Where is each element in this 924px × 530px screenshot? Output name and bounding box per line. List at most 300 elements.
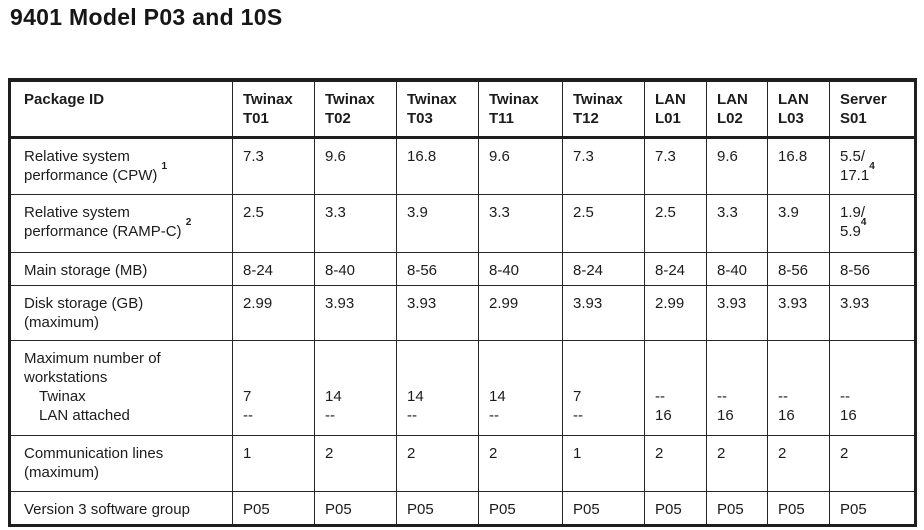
table-header: [10, 80, 916, 137]
value-cell: [830, 252, 916, 285]
text-line: [489, 368, 557, 387]
cell-text: 3.93: [573, 294, 603, 312]
value-cell: [233, 137, 315, 194]
value-cell: [315, 194, 397, 252]
text-line: [778, 203, 824, 222]
text-line: [717, 294, 762, 313]
column-header-t12: [563, 80, 645, 137]
cell-text: P05: [717, 500, 744, 518]
text-line: [840, 349, 909, 368]
cell-text: Disk storage (GB): [24, 294, 144, 312]
text-line: [573, 261, 639, 280]
value-cell: [768, 435, 830, 491]
text-line: [24, 147, 227, 166]
text-line: [325, 203, 391, 222]
text-line: [407, 294, 473, 313]
text-line: [325, 406, 391, 425]
cell-text: 17.1: [840, 166, 870, 184]
cell-text: 9.6: [325, 147, 346, 165]
cell-text: performance (RAMP-C): [24, 222, 186, 240]
row-label-communication-lines: [10, 435, 233, 491]
cell-text: 2.5: [573, 203, 594, 221]
cell-text: 2.99: [489, 294, 519, 312]
text-line: [573, 294, 639, 313]
text-line: [325, 90, 391, 109]
text-line: [407, 444, 473, 463]
cell-text: 14: [407, 387, 424, 405]
cell-text: 16: [778, 406, 795, 424]
cell-text: 9.6: [489, 147, 510, 165]
cell-text: Twinax: [39, 387, 86, 405]
text-line: [717, 349, 762, 368]
text-line: [655, 368, 701, 387]
text-line: [489, 203, 557, 222]
value-cell: [830, 137, 916, 194]
value-cell: [830, 340, 916, 435]
cell-text: LAN: [778, 91, 809, 108]
text-line: [24, 203, 227, 222]
text-line: [24, 313, 227, 332]
text-line: [655, 349, 701, 368]
value-cell: [233, 340, 315, 435]
value-cell: [315, 435, 397, 491]
value-cell: [233, 491, 315, 525]
table-row-main-storage: [10, 252, 916, 285]
text-line: [243, 294, 309, 313]
text-line: [489, 147, 557, 166]
cell-text: performance (CPW): [24, 166, 162, 184]
cell-text: P05: [243, 500, 270, 518]
cell-text: Package ID: [24, 91, 105, 108]
cell-text: T01: [243, 110, 269, 127]
cell-text: P05: [655, 500, 682, 518]
value-cell: [479, 194, 563, 252]
cell-text: --: [717, 387, 727, 405]
text-line: [778, 90, 824, 109]
cell-text: Maximum number of: [24, 349, 161, 367]
text-line: [717, 444, 762, 463]
cell-text: 3.93: [717, 294, 747, 312]
value-cell: [233, 194, 315, 252]
text-line: [24, 444, 227, 463]
cell-text: LAN: [655, 91, 686, 108]
text-line: [407, 387, 473, 406]
cell-text: --: [325, 406, 335, 424]
text-line: [24, 387, 227, 406]
cell-text: 16.8: [778, 147, 808, 165]
text-line: [243, 147, 309, 166]
value-cell: [768, 285, 830, 340]
text-line: [778, 147, 824, 166]
cell-text: Server: [840, 91, 887, 108]
text-line: [243, 368, 309, 387]
text-line: [778, 349, 824, 368]
cell-text: 16.8: [407, 147, 437, 165]
text-line: [24, 90, 227, 109]
value-cell: [707, 285, 768, 340]
text-line: [840, 500, 909, 519]
cell-text: (maximum): [24, 313, 99, 331]
cell-text: 8-24: [573, 261, 604, 279]
row-label-maximum-workstations: [10, 340, 233, 435]
text-line: [840, 109, 909, 128]
text-line: [24, 294, 227, 313]
cell-text: --: [489, 406, 499, 424]
cell-text: 3.93: [840, 294, 870, 312]
value-cell: [707, 435, 768, 491]
cell-text: P05: [573, 500, 600, 518]
text-line: [325, 500, 391, 519]
text-line: [489, 406, 557, 425]
cell-text: 7.3: [655, 147, 676, 165]
text-line: [655, 261, 701, 280]
text-line: [325, 368, 391, 387]
footnote-marker: 4: [869, 160, 875, 172]
cell-text: 8-40: [717, 261, 748, 279]
text-line: [573, 368, 639, 387]
text-line: [655, 90, 701, 109]
cell-text: 1: [243, 444, 252, 462]
table-row-relative-performance-cpw: [10, 137, 916, 194]
text-line: [840, 387, 909, 406]
value-cell: [315, 285, 397, 340]
value-cell: [397, 194, 479, 252]
value-cell: [830, 194, 916, 252]
value-cell: [397, 252, 479, 285]
row-label-disk-storage: [10, 285, 233, 340]
value-cell: [479, 340, 563, 435]
cell-text: Twinax: [243, 91, 293, 108]
text-line: [573, 349, 639, 368]
text-line: [243, 406, 309, 425]
value-cell: [707, 491, 768, 525]
cell-text: P05: [840, 500, 867, 518]
cell-text: 16: [717, 406, 734, 424]
value-cell: [479, 435, 563, 491]
cell-text: T02: [325, 110, 351, 127]
cell-text: 7.3: [573, 147, 594, 165]
text-line: [573, 444, 639, 463]
column-header-l03: [768, 80, 830, 137]
text-line: [243, 349, 309, 368]
text-line: [573, 500, 639, 519]
cell-text: 7.3: [243, 147, 264, 165]
table-row-version-3-software-group: [10, 491, 916, 525]
cell-text: L03: [778, 110, 804, 127]
text-line: [840, 160, 909, 185]
cell-text: 14: [489, 387, 506, 405]
cell-text: 2.99: [655, 294, 685, 312]
cell-text: --: [573, 406, 583, 424]
value-cell: [315, 491, 397, 525]
text-line: [573, 90, 639, 109]
cell-text: 3.3: [489, 203, 510, 221]
cell-text: 9.6: [717, 147, 738, 165]
text-line: [840, 406, 909, 425]
cell-text: LAN attached: [39, 406, 130, 424]
text-line: [24, 216, 227, 241]
value-cell: [397, 340, 479, 435]
value-cell: [645, 252, 707, 285]
text-line: [243, 261, 309, 280]
value-cell: [563, 194, 645, 252]
cell-text: P05: [489, 500, 516, 518]
cell-text: 2: [655, 444, 664, 462]
value-cell: [479, 491, 563, 525]
table-row-maximum-workstations: [10, 340, 916, 435]
text-line: [407, 203, 473, 222]
cell-text: 2: [489, 444, 498, 462]
cell-text: 3.93: [778, 294, 808, 312]
footnote-marker: 4: [860, 216, 867, 228]
text-line: [489, 349, 557, 368]
text-line: [717, 109, 762, 128]
value-cell: [768, 252, 830, 285]
page-title: 9401 Model P03 and 10S: [10, 4, 283, 30]
row-label-main-storage: [10, 252, 233, 285]
cell-text: --: [243, 406, 253, 424]
cell-text: 2: [407, 444, 416, 462]
text-line: [778, 294, 824, 313]
value-cell: [315, 252, 397, 285]
value-cell: [233, 435, 315, 491]
cell-text: 7: [243, 387, 252, 405]
value-cell: [479, 137, 563, 194]
text-line: [325, 261, 391, 280]
text-line: [489, 387, 557, 406]
cell-text: workstations: [24, 368, 108, 386]
text-line: [407, 368, 473, 387]
text-line: [655, 147, 701, 166]
text-line: [840, 90, 909, 109]
text-line: [778, 109, 824, 128]
cell-text: --: [840, 387, 850, 405]
text-line: [407, 500, 473, 519]
value-cell: [397, 435, 479, 491]
cell-text: 1: [573, 444, 582, 462]
text-line: [717, 406, 762, 425]
value-cell: [645, 194, 707, 252]
cell-text: 2.5: [243, 203, 264, 221]
value-cell: [830, 285, 916, 340]
text-line: [717, 500, 762, 519]
cell-text: 5.5/: [840, 147, 866, 165]
value-cell: [830, 435, 916, 491]
text-line: [655, 406, 701, 425]
cell-text: P05: [325, 500, 352, 518]
text-line: [24, 261, 227, 280]
text-line: [325, 147, 391, 166]
value-cell: [645, 137, 707, 194]
text-line: [778, 387, 824, 406]
cell-text: 8-56: [778, 261, 809, 279]
text-line: [489, 109, 557, 128]
cell-text: Main storage (MB): [24, 261, 148, 279]
value-cell: [315, 137, 397, 194]
text-line: [24, 500, 227, 519]
cell-text: T11: [489, 110, 515, 127]
value-cell: [397, 491, 479, 525]
cell-text: 16: [655, 406, 672, 424]
cell-text: (maximum): [24, 463, 99, 481]
text-line: [489, 261, 557, 280]
text-line: [655, 500, 701, 519]
text-line: [24, 406, 227, 425]
cell-text: 2: [778, 444, 787, 462]
text-line: [573, 406, 639, 425]
cell-text: 3.93: [407, 294, 437, 312]
value-cell: [707, 252, 768, 285]
value-cell: [563, 491, 645, 525]
table-row-relative-performance-ramp-c: [10, 194, 916, 252]
cell-text: 2.99: [243, 294, 273, 312]
column-header-l01: [645, 80, 707, 137]
cell-text: Twinax: [489, 91, 539, 108]
cell-text: L02: [717, 110, 743, 127]
text-line: [24, 463, 227, 482]
value-cell: [563, 252, 645, 285]
text-line: [243, 444, 309, 463]
value-cell: [563, 285, 645, 340]
text-line: [840, 294, 909, 313]
text-line: [325, 109, 391, 128]
text-line: [325, 444, 391, 463]
text-line: [325, 294, 391, 313]
column-header-t11: [479, 80, 563, 137]
text-line: [24, 349, 227, 368]
text-line: [655, 294, 701, 313]
value-cell: [768, 491, 830, 525]
text-line: [840, 203, 909, 222]
text-line: [655, 444, 701, 463]
cell-text: T03: [407, 110, 433, 127]
text-line: [778, 500, 824, 519]
row-label-relative-performance-ramp-c: [10, 194, 233, 252]
text-line: [778, 368, 824, 387]
text-line: [325, 349, 391, 368]
value-cell: [233, 252, 315, 285]
text-line: [407, 406, 473, 425]
text-line: [840, 444, 909, 463]
value-cell: [479, 285, 563, 340]
text-line: [573, 109, 639, 128]
text-line: [840, 216, 909, 241]
row-label-relative-performance-cpw: [10, 137, 233, 194]
cell-text: L01: [655, 110, 681, 127]
text-line: [243, 500, 309, 519]
cell-text: Relative system: [24, 203, 130, 221]
table-row-disk-storage: [10, 285, 916, 340]
cell-text: Twinax: [407, 91, 457, 108]
cell-text: Communication lines: [24, 444, 164, 462]
cell-text: 8-24: [655, 261, 686, 279]
cell-text: S01: [840, 110, 867, 127]
text-line: [489, 90, 557, 109]
cell-text: 3.9: [778, 203, 799, 221]
cell-text: 3.9: [407, 203, 428, 221]
text-line: [573, 203, 639, 222]
cell-text: 3.93: [325, 294, 355, 312]
column-header-package-id: [10, 80, 233, 137]
text-line: [717, 387, 762, 406]
value-cell: [768, 340, 830, 435]
value-cell: [479, 252, 563, 285]
cell-text: 8-24: [243, 261, 274, 279]
text-line: [840, 368, 909, 387]
text-line: [24, 160, 227, 185]
text-line: [489, 294, 557, 313]
cell-text: 2: [840, 444, 849, 462]
text-line: [655, 387, 701, 406]
value-cell: [233, 285, 315, 340]
text-line: [778, 261, 824, 280]
cell-text: 5.9: [840, 222, 861, 240]
cell-text: 3.3: [717, 203, 738, 221]
cell-text: 8-56: [840, 261, 871, 279]
cell-text: 8-56: [407, 261, 438, 279]
text-line: [243, 90, 309, 109]
column-header-s01: [830, 80, 916, 137]
text-line: [407, 147, 473, 166]
cell-text: 16: [840, 406, 857, 424]
text-line: [717, 368, 762, 387]
text-line: [489, 500, 557, 519]
value-cell: [315, 340, 397, 435]
text-line: [243, 203, 309, 222]
cell-text: Twinax: [325, 91, 375, 108]
text-line: [573, 147, 639, 166]
value-cell: [830, 491, 916, 525]
text-line: [717, 147, 762, 166]
column-header-t03: [397, 80, 479, 137]
value-cell: [563, 435, 645, 491]
text-line: [325, 387, 391, 406]
cell-text: --: [778, 387, 788, 405]
cell-text: Twinax: [573, 91, 623, 108]
cell-text: 2: [717, 444, 726, 462]
value-cell: [645, 491, 707, 525]
value-cell: [645, 340, 707, 435]
text-line: [407, 90, 473, 109]
column-header-t02: [315, 80, 397, 137]
cell-text: 7: [573, 387, 582, 405]
text-line: [243, 387, 309, 406]
text-line: [717, 203, 762, 222]
value-cell: [768, 194, 830, 252]
text-line: [655, 109, 701, 128]
header-row: [10, 80, 916, 137]
footnote-marker: 2: [185, 216, 192, 228]
cell-text: --: [407, 406, 417, 424]
cell-text: LAN: [717, 91, 748, 108]
value-cell: [563, 340, 645, 435]
text-line: [778, 406, 824, 425]
value-cell: [397, 285, 479, 340]
value-cell: [707, 194, 768, 252]
text-line: [778, 444, 824, 463]
cell-text: 1.9/: [840, 203, 866, 221]
cell-text: Version 3 software group: [24, 500, 190, 518]
value-cell: [645, 435, 707, 491]
value-cell: [707, 340, 768, 435]
value-cell: [707, 137, 768, 194]
cell-text: 14: [325, 387, 342, 405]
value-cell: [768, 137, 830, 194]
column-header-t01: [233, 80, 315, 137]
value-cell: [397, 137, 479, 194]
cell-text: 2: [325, 444, 334, 462]
table-body: [10, 137, 916, 525]
